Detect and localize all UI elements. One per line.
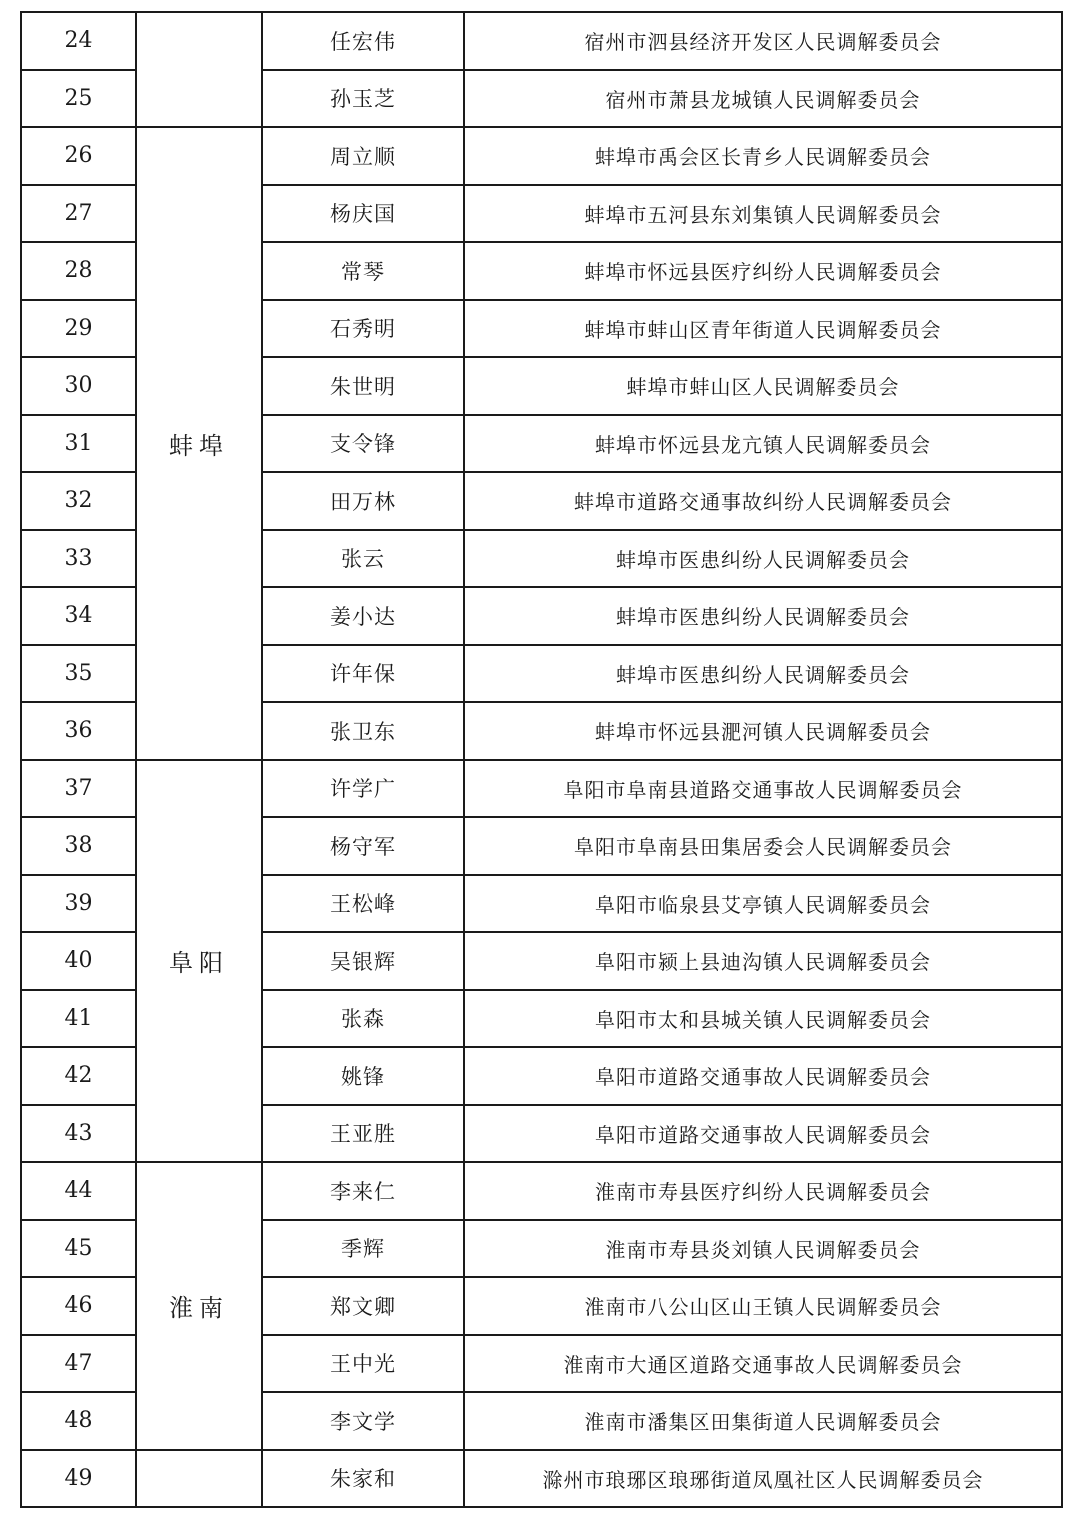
mediator-name: 王中光 [330,1352,396,1377]
mediator-name: 许年保 [330,662,396,687]
mediator-name: 李来仁 [330,1179,396,1204]
row-number: 26 [64,143,93,169]
mediation-committee: 蚌埠市怀远县龙亢镇人民调解委员会 [595,432,931,457]
city-group-label [137,13,261,126]
row-number: 35 [64,660,93,686]
row-number: 37 [64,775,93,801]
mediation-committee: 蚌埠市蚌山区青年街道人民调解委员会 [584,317,942,342]
row-number: 41 [64,1005,93,1031]
mediator-name: 支令锋 [330,432,396,457]
mediation-committee: 阜阳市道路交通事故人民调解委员会 [595,1122,931,1147]
mediator-name: 张云 [341,547,385,572]
city-group-label [137,1451,261,1507]
mediator-name: 朱家和 [330,1467,396,1492]
row-number: 34 [64,603,93,629]
mediator-name: 石秀明 [330,317,396,342]
row-border-left [20,1506,137,1508]
city-group-label: 淮南 [169,1294,229,1323]
mediator-name: 季辉 [341,1237,385,1262]
mediation-committee: 淮南市大通区道路交通事故人民调解委员会 [563,1352,963,1377]
row-number: 40 [64,948,93,974]
mediation-committee: 蚌埠市怀远县淝河镇人民调解委员会 [595,720,931,745]
mediation-committee: 淮南市八公山区山王镇人民调解委员会 [584,1295,942,1320]
mediator-name: 张森 [341,1007,385,1032]
mediator-name: 田万林 [330,489,396,514]
row-number: 43 [64,1120,93,1146]
row-number: 47 [64,1350,93,1376]
mediation-committee: 蚌埠市医患纠纷人民调解委员会 [616,547,910,572]
mediation-committee: 阜阳市阜南县道路交通事故人民调解委员会 [563,777,963,802]
mediator-name: 朱世明 [330,374,396,399]
mediation-committee: 宿州市泗县经济开发区人民调解委员会 [584,30,942,55]
mediator-name: 姚锋 [341,1064,385,1089]
mediator-name: 李文学 [330,1409,396,1434]
mediator-name: 郑文卿 [330,1294,396,1319]
row-number: 30 [64,373,93,399]
row-border-right [261,1506,1063,1508]
mediation-committee: 蚌埠市医患纠纷人民调解委员会 [616,605,910,630]
row-number: 29 [64,315,93,341]
mediation-committee: 蚌埠市五河县东刘集镇人民调解委员会 [584,202,942,227]
mediation-committee: 淮南市寿县炎刘镇人民调解委员会 [605,1237,921,1262]
row-number: 42 [64,1063,93,1089]
mediator-name: 孙玉芝 [330,87,396,112]
row-number: 49 [64,1465,93,1491]
mediator-name: 任宏伟 [330,29,396,54]
row-number: 38 [64,833,93,859]
row-number: 48 [64,1408,93,1434]
mediation-committee: 滁州市琅琊区琅琊街道凤凰社区人民调解委员会 [542,1467,984,1492]
mediation-committee: 蚌埠市禹会区长青乡人民调解委员会 [595,145,931,170]
mediation-committee: 淮南市潘集区田集街道人民调解委员会 [584,1410,942,1435]
mediator-name: 许学广 [330,777,396,802]
mediator-name: 王松峰 [330,892,396,917]
mediator-name: 常琴 [341,259,385,284]
row-number: 25 [64,85,93,111]
city-group-label: 蚌埠 [169,431,229,460]
row-number: 36 [64,718,93,744]
mediation-committee: 蚌埠市医患纠纷人民调解委员会 [616,662,910,687]
row-number: 27 [64,200,93,226]
mediation-committee: 蚌埠市道路交通事故纠纷人民调解委员会 [574,490,952,515]
mediator-name: 吴银辉 [330,949,396,974]
mediation-committee: 阜阳市阜南县田集居委会人民调解委员会 [574,835,952,860]
city-group-label: 阜阳 [169,949,229,978]
mediation-committee: 阜阳市临泉县艾亭镇人民调解委员会 [595,892,931,917]
row-number: 39 [64,890,93,916]
mediation-committee: 蚌埠市蚌山区人民调解委员会 [626,375,900,400]
mediator-name: 杨守军 [330,834,396,859]
row-number: 31 [64,430,93,456]
row-number: 33 [64,545,93,571]
mediation-committee: 宿州市萧县龙城镇人民调解委员会 [605,87,921,112]
mediator-name: 杨庆国 [330,202,396,227]
row-number: 28 [64,258,93,284]
mediation-committee: 阜阳市道路交通事故人民调解委员会 [595,1065,931,1090]
row-number: 32 [64,488,93,514]
mediator-name: 王亚胜 [330,1122,396,1147]
mediator-name: 张卫东 [330,719,396,744]
row-number: 46 [64,1293,93,1319]
row-number: 45 [64,1235,93,1261]
row-number: 24 [64,28,93,54]
mediator-name: 周立顺 [330,144,396,169]
city-group-border [135,1506,263,1508]
mediator-roster-table [20,11,1063,1508]
mediation-committee: 淮南市寿县医疗纠纷人民调解委员会 [595,1180,931,1205]
mediator-name: 姜小达 [330,604,396,629]
mediation-committee: 阜阳市太和县城关镇人民调解委员会 [595,1007,931,1032]
row-number: 44 [64,1178,93,1204]
mediation-committee: 阜阳市颍上县迪沟镇人民调解委员会 [595,950,931,975]
mediation-committee: 蚌埠市怀远县医疗纠纷人民调解委员会 [584,260,942,285]
